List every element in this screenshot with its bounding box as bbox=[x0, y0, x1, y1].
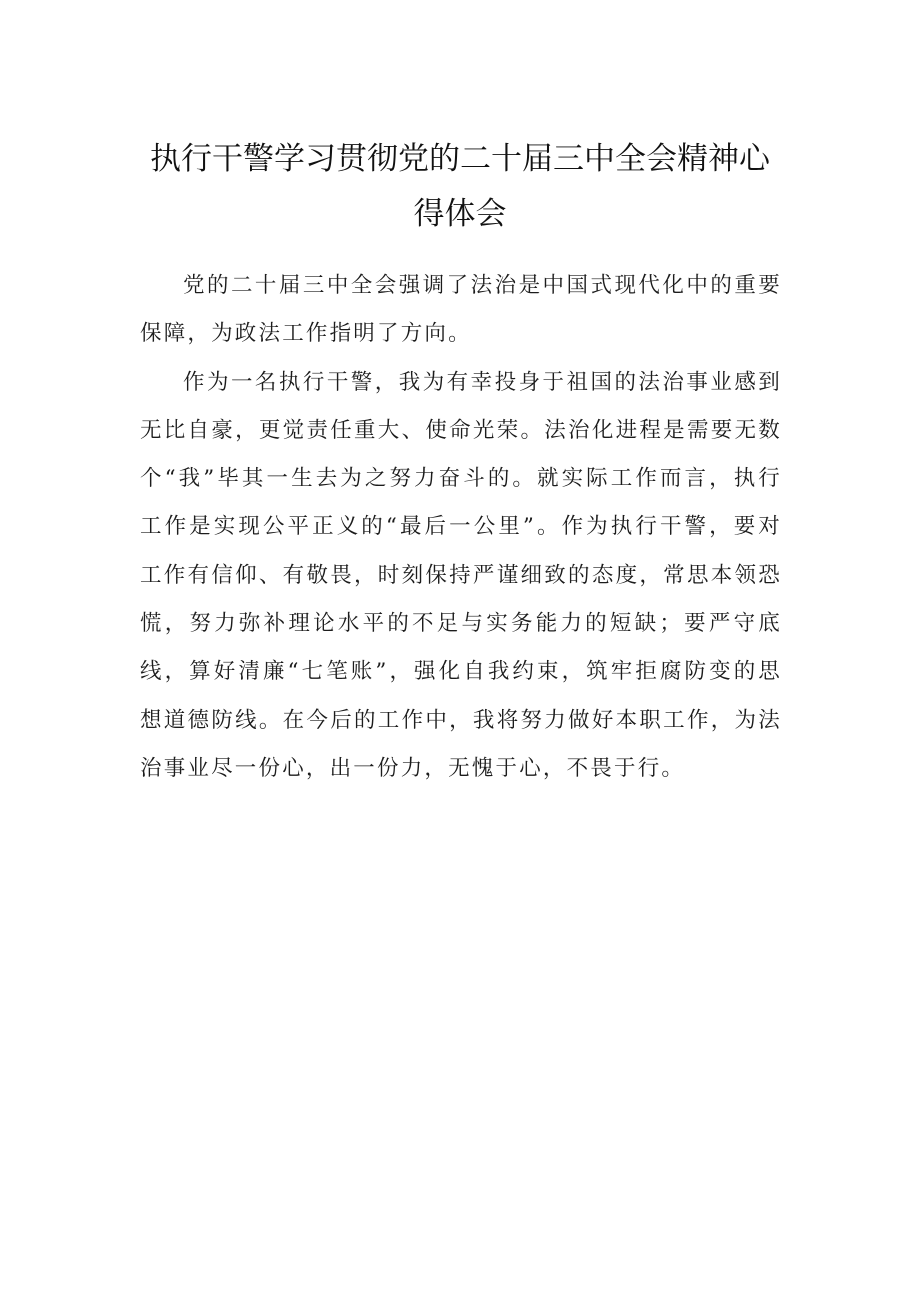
document-body bbox=[140, 262, 782, 793]
paragraph: 党的二十届三中全会强调了法治是中国式现代化中的重要保障，为政法工作指明了方向。 bbox=[140, 273, 782, 347]
document-title: 执行干警学习贯彻党的二十届三中全会精神心得体会 bbox=[150, 141, 770, 232]
paragraph: 作为一名执行干警，我为有幸投身于祖国的法治事业感到无比自豪，更觉责任重大、使命光荣。法治化进程是需要无数个“我”毕其一生去为之努力奋斗的。就实际工作而言，执行工作是实现公平正义的“最后一公里”。作为执行干警，要对工作有信仰、有敬畏，时刻保持严谨细致的态度，常思本领恐慌，努力弥补理论水平的不足与实务能力的短缺；要严守底线，算好清廉“七笔账”，强化自我约束，筑牢拒腐防变的思想道德防线。在今后的工作中，我将努力做好本职工作，为法治事业尽一份心，出一份力，无愧于心，不畏于行。 bbox=[140, 369, 782, 781]
